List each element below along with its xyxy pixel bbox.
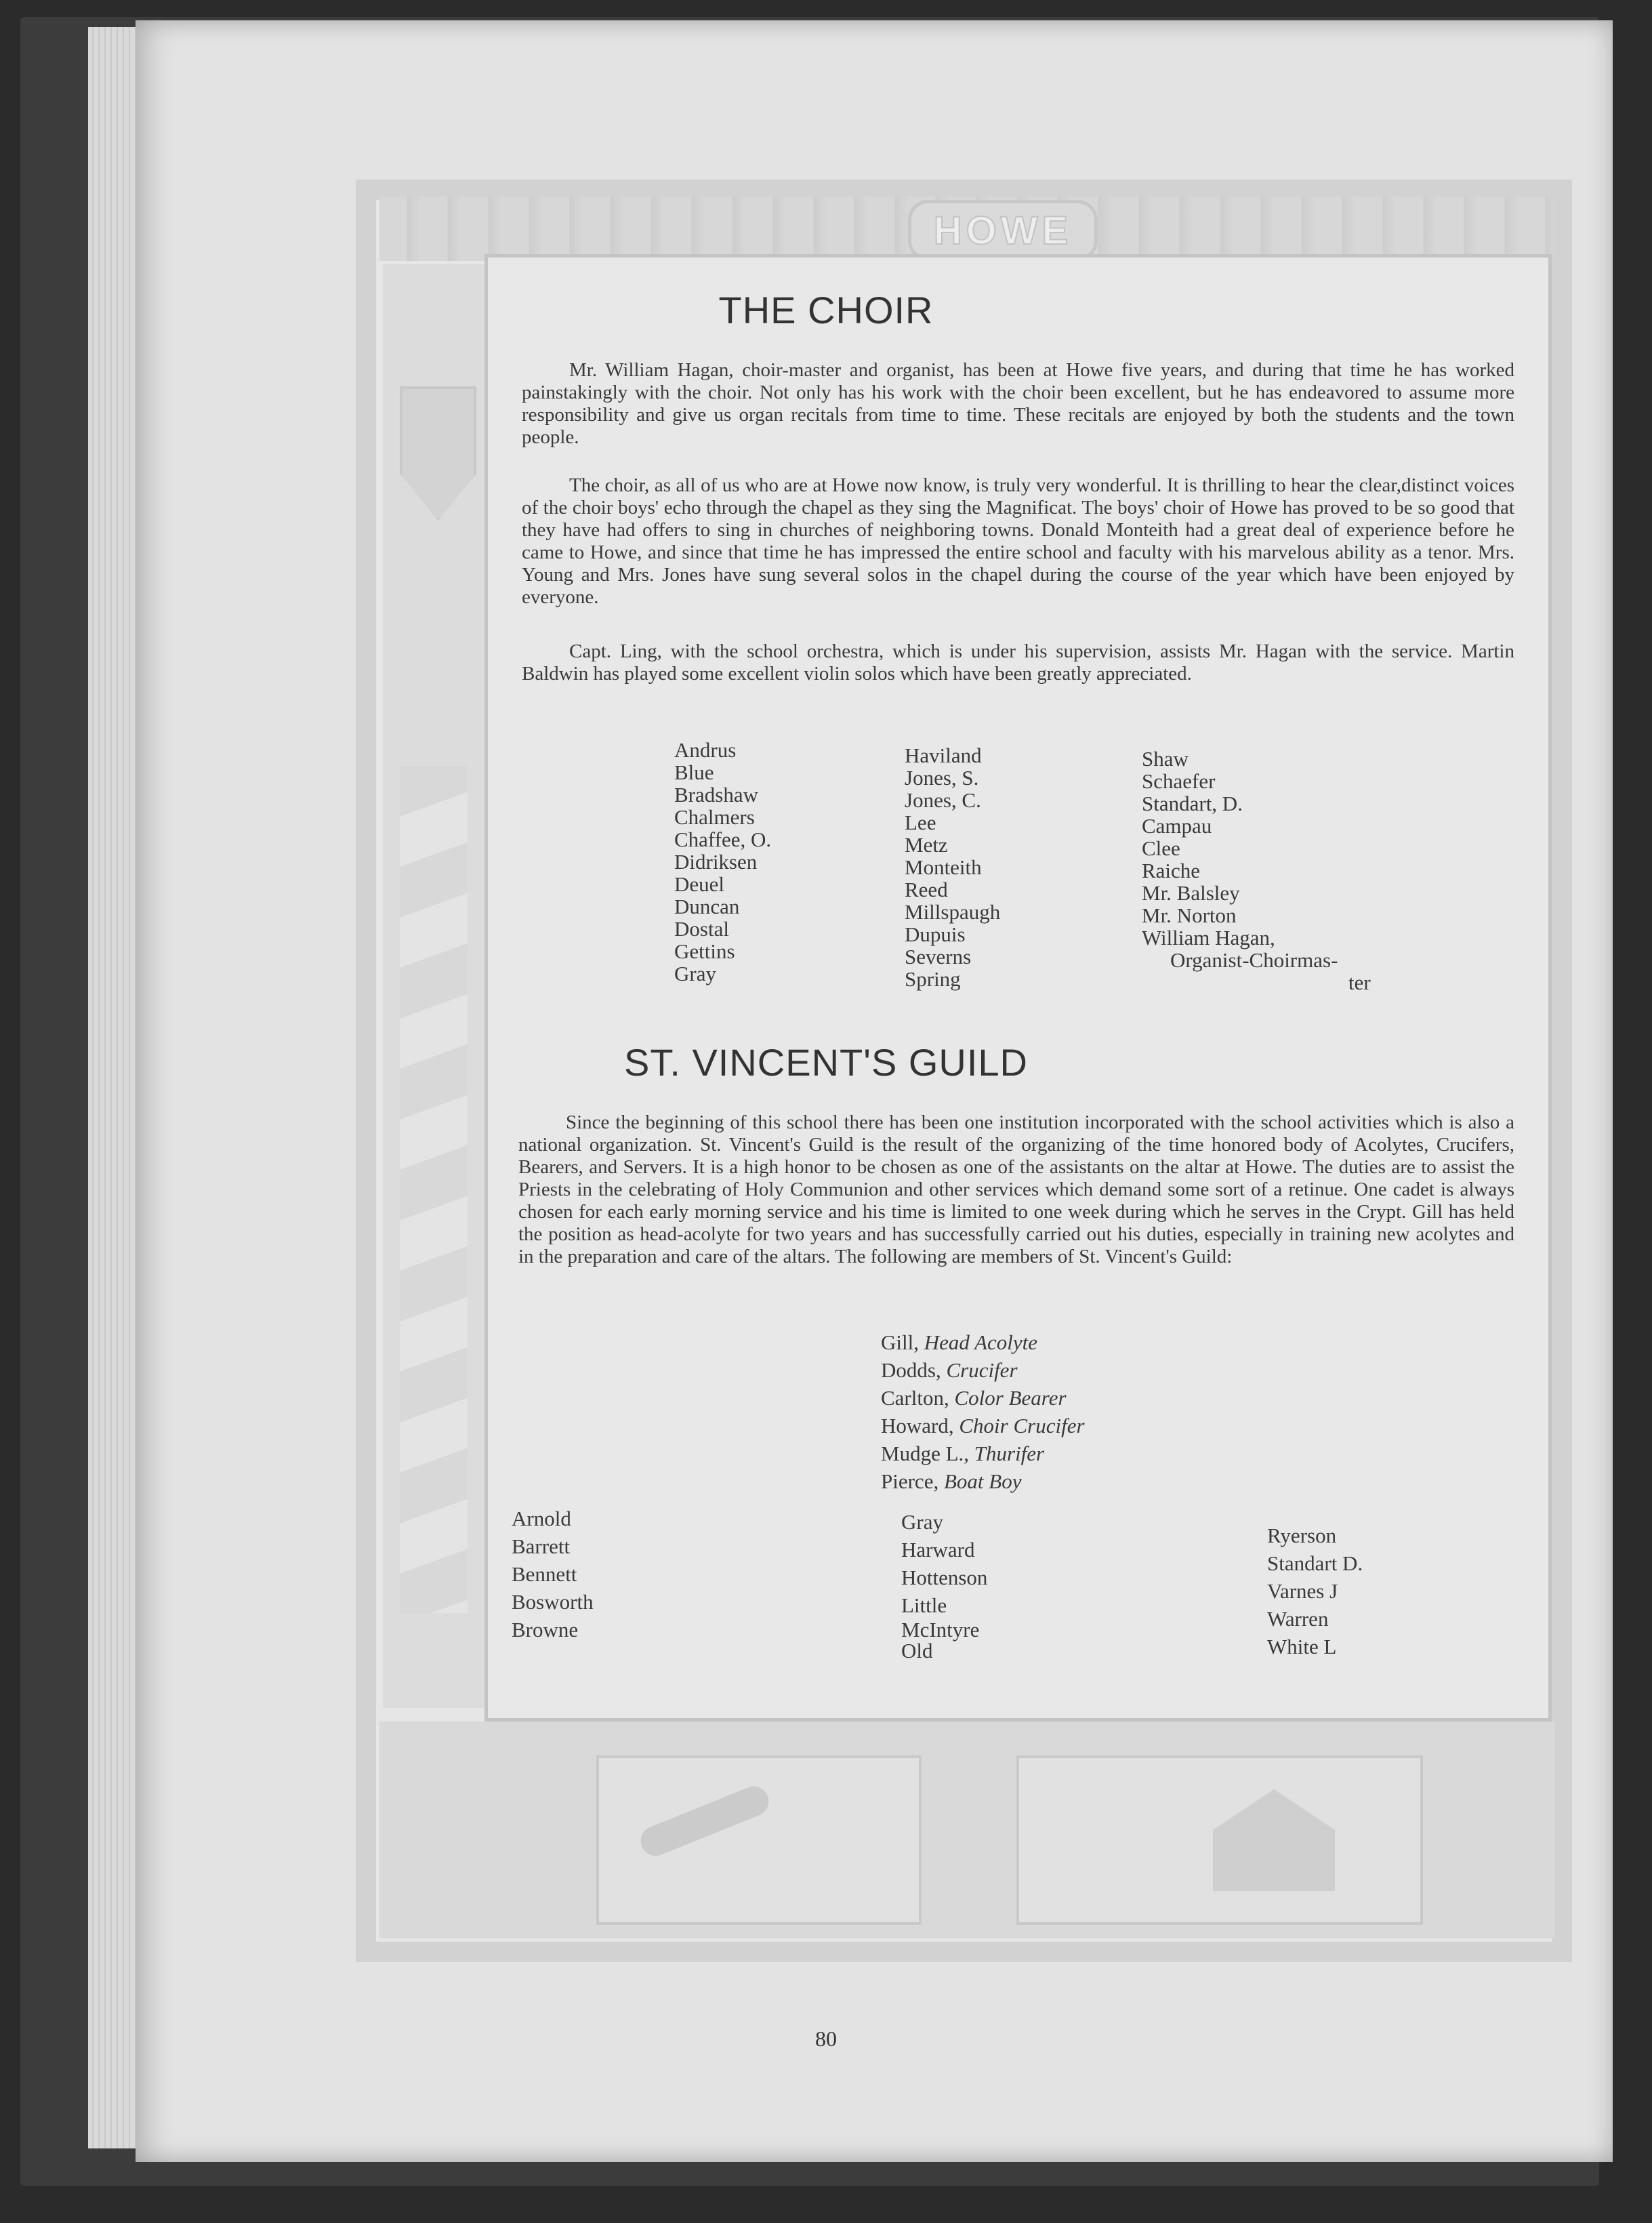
- choir-paragraph-3: Capt. Ling, with the school orchestra, which is under his supervision, assists Mr. Hagan with the service. Martin Baldwin has played some excellent violin solos which have been greatly appreciated.: [522, 640, 1514, 685]
- list-item: Gray: [901, 1510, 943, 1534]
- list-item: Standart D.: [1267, 1551, 1363, 1575]
- list-item: Ryerson: [1267, 1524, 1337, 1547]
- list-item: Gray: [674, 962, 716, 985]
- officer-role: Thurifer: [974, 1442, 1045, 1465]
- list-item: Andrus: [674, 738, 737, 762]
- ribbon-ornament: [400, 766, 468, 1613]
- list-item: McIntyre: [901, 1618, 980, 1641]
- guild-title: ST. VINCENT'S GUILD: [623, 1041, 1028, 1084]
- list-item: Organist-Choirmas-: [1170, 948, 1338, 972]
- list-item: Blue: [674, 760, 714, 784]
- list-item: Haviland: [905, 743, 982, 767]
- list-item: Schaefer: [1142, 769, 1216, 793]
- list-item: Chaffee, O.: [674, 828, 772, 851]
- officer-item: Pierce, Boat Boy: [881, 1469, 1022, 1493]
- officer-role: Head Acolyte: [924, 1330, 1038, 1354]
- list-item: Jones, S.: [905, 766, 979, 790]
- list-item: Mr. Balsley: [1142, 881, 1240, 905]
- list-item: Dupuis: [905, 922, 966, 946]
- choir-members-column-3: [1142, 748, 1371, 994]
- guild-paragraph: Since the beginning of this school there has been one institution incorporated with the school activities which is also a national organization. St. Vincent's Guild is the result of the organizing of the time honored body of Acolytes, Crucifers, Bearers, and Servers. It is a high honor to be chosen as one of the assistants on the altar at Howe. The duties are to assist the Priests in the celebrating of Holy Communion and other services which demand some sort of a retinue. One cadet is always chosen for each early morning service and his time is limited to one week during which he serves in the Crypt. Gill has held the position as head-acolyte for two years and has successfully carried out his duties, especially in training new acolytes and in the preparation and care of the altars. The following are members of St. Vincent's Guild:: [518, 1112, 1514, 1267]
- list-item: Campau: [1142, 814, 1212, 838]
- list-item: White L: [1267, 1635, 1337, 1658]
- list-item: Lee: [905, 811, 936, 834]
- list-item: William Hagan,: [1142, 926, 1275, 950]
- officer-item: Carlton, Color Bearer: [881, 1386, 1067, 1410]
- list-item: Old: [901, 1639, 933, 1663]
- list-item: Dostal: [674, 917, 729, 941]
- list-item: Deuel: [674, 872, 725, 896]
- list-item: Spring: [905, 967, 961, 991]
- list-item: Jones, C.: [905, 788, 981, 812]
- guild-members-column-3: [1267, 1522, 1363, 1660]
- list-item: Chalmers: [674, 805, 755, 829]
- list-item: Metz: [905, 833, 948, 857]
- list-item: Mr. Norton: [1142, 903, 1237, 927]
- page-number: 80: [815, 2026, 837, 2051]
- list-item: Varnes J: [1267, 1579, 1338, 1603]
- list-item: Millspaugh: [905, 900, 1001, 924]
- choir-members-column-2: [905, 744, 1000, 990]
- list-item: Severns: [905, 945, 972, 968]
- officer-role: Boat Boy: [943, 1469, 1022, 1493]
- list-item: Raiche: [1142, 859, 1201, 882]
- howe-banner-text: HOWE: [908, 200, 1098, 261]
- list-item: Warren: [1267, 1607, 1329, 1631]
- list-item: Monteith: [905, 855, 982, 879]
- officer-item: Dodds, Crucifer: [881, 1358, 1018, 1382]
- guild-members-column-1: [512, 1505, 594, 1644]
- choir-paragraph-1: Mr. William Hagan, choir-master and organist, has been at Howe five years, and during that time he has worked painstakingly with the choir. Not only has his work with the choir been excellent, but he has endeavored to assume more responsibility and give us organ recitals from time to time. These recitals are enjoyed by both the students and the town people.: [522, 359, 1514, 448]
- choir-members-column-1: [674, 739, 771, 985]
- list-item: Duncan: [674, 895, 740, 918]
- list-item: Barrett: [512, 1534, 571, 1558]
- list-item: ter: [1348, 971, 1371, 994]
- guild-members-column-2: [901, 1508, 987, 1661]
- officer-item: Gill, Head Acolyte: [881, 1330, 1038, 1354]
- officer-item: Howard, Choir Crucifer: [881, 1414, 1085, 1437]
- officer-role: Crucifer: [946, 1358, 1018, 1382]
- list-item: Reed: [905, 878, 948, 901]
- choir-title: THE CHOIR: [718, 289, 934, 331]
- officer-role: Color Bearer: [954, 1386, 1067, 1410]
- officer-role: Choir Crucifer: [959, 1414, 1085, 1437]
- list-item: Harward: [901, 1538, 975, 1562]
- list-item: Arnold: [512, 1507, 571, 1530]
- list-item: Clee: [1142, 836, 1180, 860]
- list-item: Little: [901, 1593, 947, 1617]
- list-item: Standart, D.: [1142, 792, 1243, 815]
- list-item: Bradshaw: [674, 783, 758, 807]
- list-item: Bennett: [512, 1562, 577, 1586]
- list-item: Gettins: [674, 939, 735, 963]
- list-item: Shaw: [1142, 747, 1189, 771]
- list-item: Hottenson: [901, 1566, 988, 1589]
- list-item: Browne: [512, 1618, 579, 1641]
- list-item: Bosworth: [512, 1590, 594, 1614]
- officer-item: Mudge L., Thurifer: [881, 1442, 1045, 1465]
- guild-officers-list: [881, 1328, 1085, 1495]
- list-item: Didriksen: [674, 850, 758, 874]
- choir-paragraph-2: The choir, as all of us who are at Howe now know, is truly very wonderful. It is thrilling to hear the clear,distinct voices of the choir boys' echo through the chapel as they sing the Magnificat. The boys' choir of Howe has proved to be so good that they have had offers to sing in churches of neighboring towns. Donald Monteith had a great deal of experience before he came to Howe, and since that time he has impressed the entire school and faculty with his marvelous ability as a tenor. Mrs. Young and Mrs. Jones have sung several solos in the chapel during the course of the year which have been enjoyed by everyone.: [522, 474, 1514, 608]
